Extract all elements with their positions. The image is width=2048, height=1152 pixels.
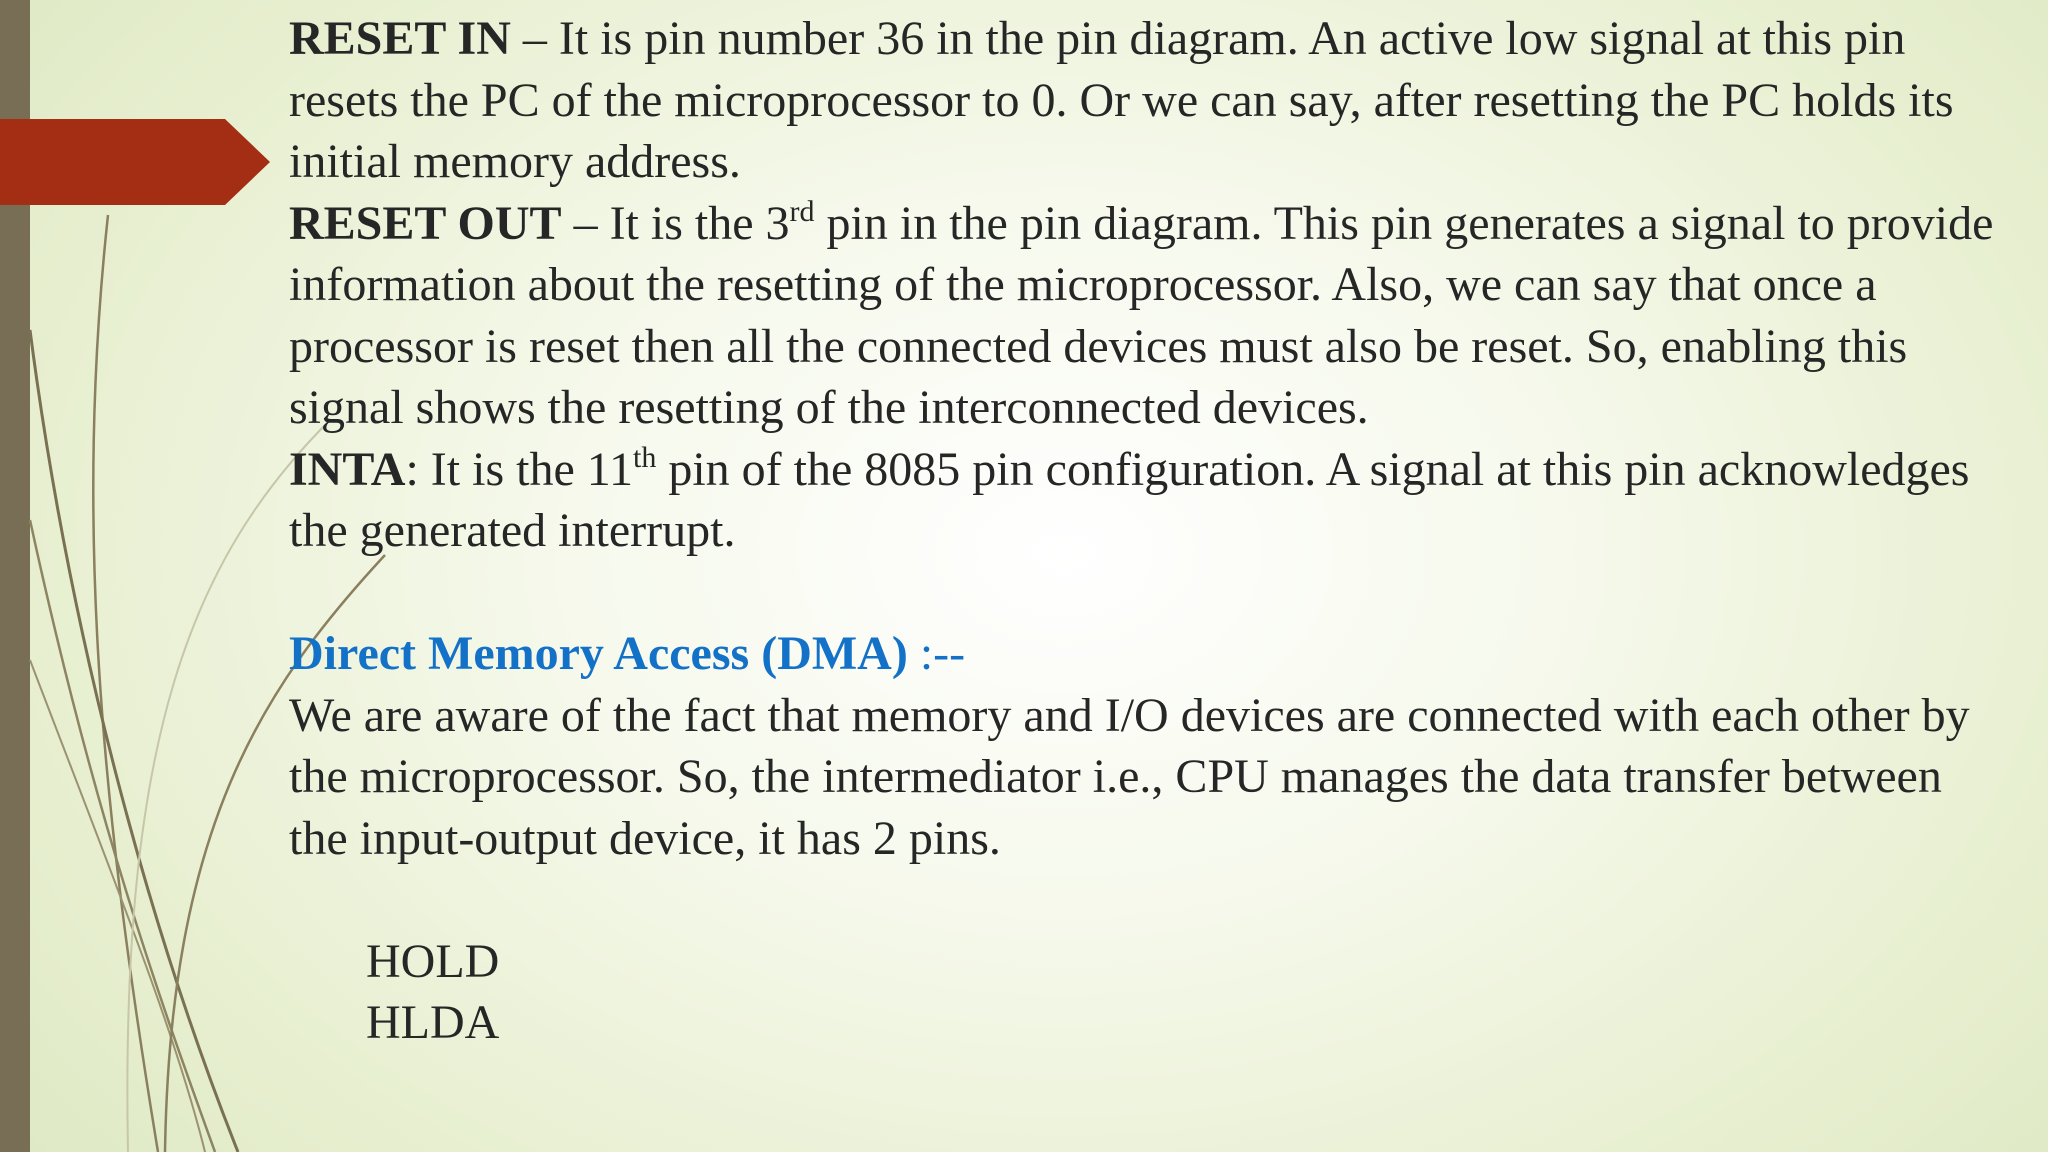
inta-text-after: pin of the 8085 pin configuration. A signal at this pin acknowledges the generated interrupt.	[289, 442, 1970, 557]
dma-heading-line	[289, 623, 2009, 685]
reset-out-paragraph	[289, 193, 2009, 439]
reset-in-term: RESET IN	[289, 12, 511, 65]
reset-in-text: – It is pin number 36 in the pin diagram. An active low signal at this pin resets the PC of the microprocessor to 0. Or we can say, after resetting the PC holds its initial memory address.	[289, 12, 1954, 188]
inta-paragraph	[289, 439, 2009, 562]
dma-body: We are aware of the fact that memory and I/O devices are connected with each other by the microprocessor. So, the intermediator i.e., CPU manages the data transfer between the input-output device, it has 2 pins.	[289, 688, 1970, 865]
dma-heading-suffix: :--	[907, 627, 966, 680]
reset-out-term: RESET OUT	[289, 196, 562, 250]
inta-term: INTA	[289, 442, 406, 496]
dma-heading: Direct Memory Access (DMA)	[289, 627, 908, 680]
reset-out-superscript: rd	[789, 194, 815, 228]
reset-in-paragraph	[289, 8, 2009, 193]
paragraph-spacer	[289, 869, 2009, 931]
slide-content	[289, 8, 2009, 1054]
arrow-pointer-icon	[0, 119, 270, 205]
pin-hlda: HLDA	[366, 996, 500, 1049]
paragraph-spacer	[289, 562, 2009, 624]
pin-hold: HOLD	[366, 934, 500, 988]
inta-superscript: th	[633, 440, 657, 474]
dma-pin-list	[289, 931, 2009, 1054]
reset-out-text-before: – It is the 3	[561, 196, 790, 250]
reset-out-text-after: pin in the pin diagram. This pin generates a signal to provide information about the resetting of the microprocessor. Also, we can say that once a processor is reset then all the connected devices must also be reset. So, enabling this signal shows the resetting of the interconnected devices.	[289, 196, 1994, 434]
inta-text-before: : It is the 11	[405, 442, 633, 496]
